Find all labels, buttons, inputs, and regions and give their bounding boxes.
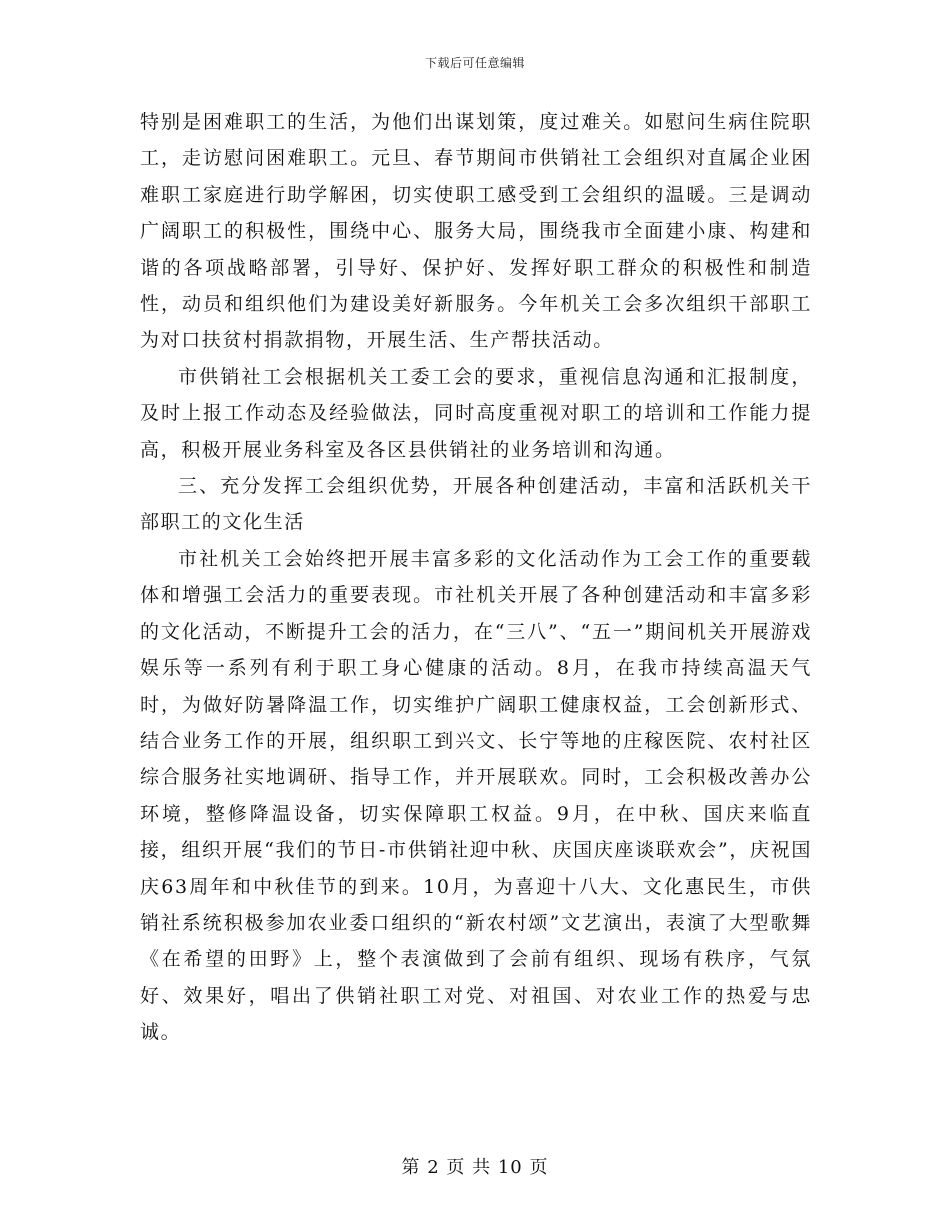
document-body	[140, 104, 812, 1051]
paragraph-reporting: 市供销社工会根据机关工委工会的要求，重视信息沟通和汇报制度，及时上报工作动态及经验做法，同时高度重视对职工的培训和工作能力提高，积极开展业务科室及各区县供销社的业务培训和沟通。	[140, 365, 812, 461]
page-header: 下载后可任意编辑	[424, 56, 525, 70]
paragraph-cultural-activities: 市社机关工会始终把开展丰富多彩的文化活动作为工会工作的重要载体和增强工会活力的重要表现。市社机关开展了各种创建活动和丰富多彩的文化活动，不断提升工会的活力，在“三八”、“五一”期间机关开展游戏娱乐等一系列有利于职工身心健康的活动。8月，在我市持续高温天气时，为做好防暑降温工作，切实维护广阔职工健康权益，工会创新形式、结合业务工作的开展，组织职工到兴文、长宁等地的庄稼医院、农村社区综合服务社实地调研、指导工作，并开展联欢。同时，工会积极改善办公环境，整修降温设备，切实保障职工权益。9月，在中秋、国庆来临直接，组织开展“我们的节日-市供销社迎中秋、庆国庆座谈联欢会”，庆祝国庆63周年和中秋佳节的到来。10月，为喜迎十八大、文化惠民生，市供销社系统积极参加农业委口组织的“新农村颂”文艺演出，表演了大型歌舞《在希望的田野》上，整个表演做到了会前有组织、现场有秩序，气氛好、效果好，唱出了供销社职工对党、对祖国、对农业工作的热爱与忠诚。	[140, 547, 812, 1044]
section-heading-three: 三、充分发挥工会组织优势，开展各种创建活动，丰富和活跃机关干部职工的文化生活	[140, 475, 812, 534]
page-number: 第 2 页 共 10 页	[401, 1157, 549, 1178]
paragraph-continued: 特别是困难职工的生活，为他们出谋划策，度过难关。如慰问生病住院职工，走访慰问困难职工。元旦、春节期间市供销社工会组织对直属企业困难职工家庭进行助学解困，切实使职工感受到工会组织的温暖。三是调动广阔职工的积极性，围绕中心、服务大局，围绕我市全面建小康、构建和谐的各项战略部署，引导好、保护好、发挥好职工群众的积极性和制造性，动员和组织他们为建设美好新服务。今年机关工会多次组织干部职工为对口扶贫村捐款捐物，开展生活、生产帮扶活动。	[140, 111, 812, 352]
